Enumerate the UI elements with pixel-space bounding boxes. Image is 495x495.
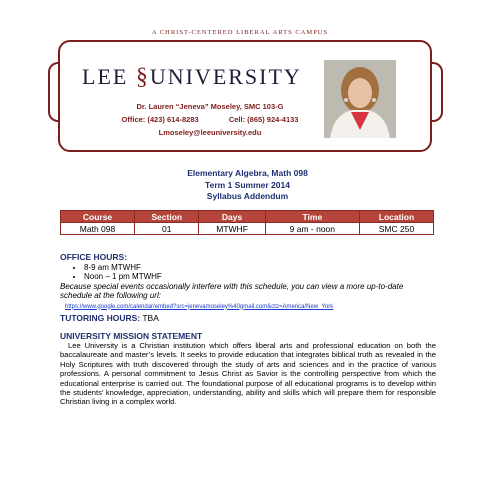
mission-heading: UNIVERSITY MISSION STATEMENT	[60, 331, 203, 341]
column-header: Time	[265, 211, 359, 223]
schedule-table	[60, 210, 434, 235]
tutoring-section	[60, 314, 159, 324]
mission-text	[60, 341, 436, 407]
course-term: Term 1 Summer 2014	[205, 179, 290, 190]
tagline: A CHRIST-CENTERED LIBERAL ARTS CAMPUS	[151, 29, 329, 36]
table-cell: SMC 250	[359, 223, 433, 235]
university-logo	[82, 64, 322, 91]
calendar-link[interactable]: https://www.google.com/calendar/embed?src=jenevamoseley%40gmail.com&ctz=America/New_York	[65, 303, 334, 310]
office-phone: Office: (423) 614-8283	[121, 115, 199, 124]
list-item: • Noon – 1 pm MTWHF	[84, 272, 436, 282]
flame-icon: §	[135, 64, 150, 90]
email[interactable]: Lmoseley@leeuniversity.edu	[158, 128, 262, 137]
office-hours-heading: OFFICE HOURS:	[60, 252, 128, 262]
table-cell: MTWHF	[199, 223, 265, 235]
tutoring-value: TBA	[142, 313, 159, 323]
contact-block	[100, 100, 320, 139]
phone-row	[100, 113, 320, 126]
tutoring-heading: TUTORING HOURS:	[60, 313, 141, 323]
table-row	[61, 223, 434, 235]
course-title	[130, 168, 365, 203]
portrait-image	[324, 60, 396, 138]
column-header: Course	[61, 211, 135, 223]
cell-phone: Cell: (865) 924-4133	[228, 115, 299, 124]
mission-paragraph: Lee University is a Christian institution which offers liberal arts and professional education on both the baccalaureate and master’s levels. It seeks to provide education that integrates biblical truth as revealed in the Holy Scriptures with truth discovered through the study of arts and sciences and in the practice of various professions. A personal commitment to Jesus Christ as Savior is the controlling perspective from which the educational enterprise is carried out. The foundational purpose of all educational programs is to develop within the students’ knowledge, appreciation, understanding, ability and skills which will prepare them for responsible Christian living in a complex world.	[60, 341, 436, 407]
office-hours-section	[60, 253, 436, 312]
course-name: Elementary Algebra, Math 098	[187, 168, 308, 178]
instructor-name: Dr. Lauren “Jeneva” Moseley, SMC 103-G	[136, 102, 284, 111]
column-header: Section	[135, 211, 199, 223]
logo-text-lee: LEE	[82, 64, 129, 89]
list-item: • 8-9 am MTWHF	[84, 263, 436, 273]
office-hours-note: Because special events occasionally interfere with this schedule, you can view a more up-to-date schedule at the following url:	[60, 281, 404, 300]
table-cell: Math 098	[61, 223, 135, 235]
table-header-row	[61, 211, 434, 223]
table-cell: 01	[135, 223, 199, 235]
column-header: Location	[359, 211, 433, 223]
course-subtitle: Syllabus Addendum	[206, 191, 289, 201]
instructor-photo	[324, 60, 396, 138]
column-header: Days	[199, 211, 265, 223]
table-cell: 9 am - noon	[265, 223, 359, 235]
logo-text-university: UNIVERSITY	[149, 64, 302, 89]
office-hours-list	[60, 263, 436, 282]
